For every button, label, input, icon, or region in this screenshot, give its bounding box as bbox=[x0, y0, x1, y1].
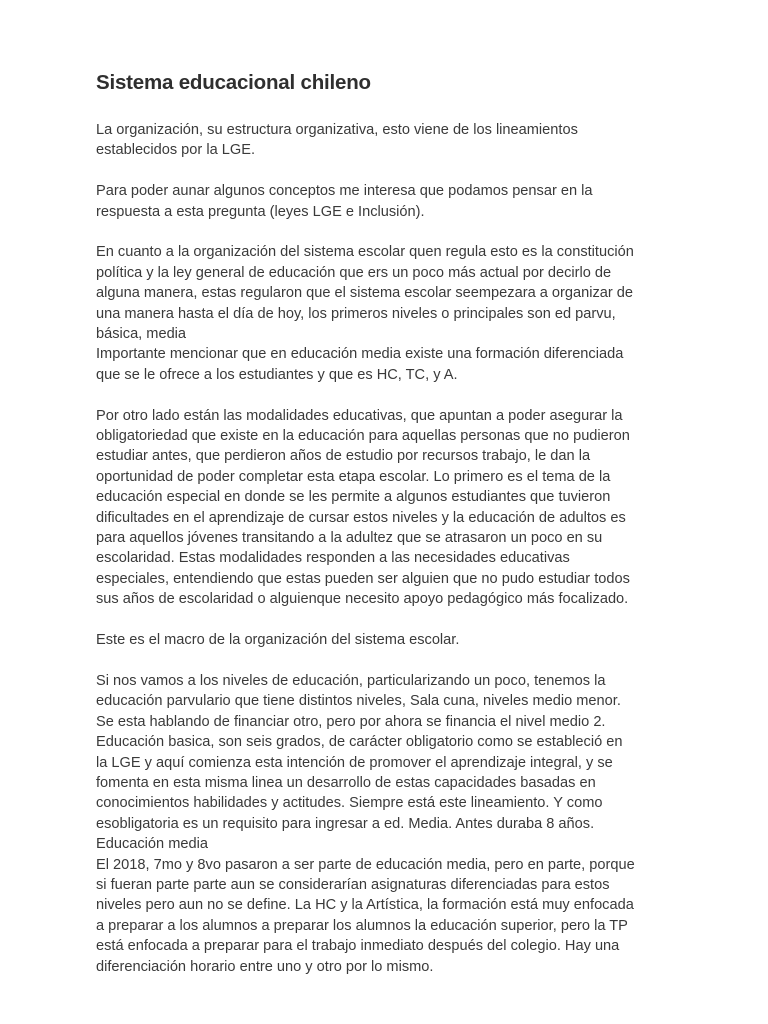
paragraph-macro: Este es el macro de la organización del sistema escolar. bbox=[96, 632, 460, 649]
paragraph-levels: Si nos vamos a los niveles de educación, particularizando un poco, tenemos la educación parvulario que tiene distintos niveles, Sala cuna, niveles medio menor. Se esta hablando de financiar otro, pero por ahora se financia el nivel medio 2. Educación basica, son seis grados, de carácter obligatorio como se estableció en la LGE y aquí comienza esta intención de promover el aprendizaje integral, y se fomenta en esta misma linea un desarrollo de estas capacidades basadas en conocimientos habilidades y actitudes. Siempre está este lineamiento. Y como esobligatoria es un requisito para ingresar a ed. Media. Antes duraba 8 años. Educación media El 2018, 7mo y 8vo pasaron a ser parte de educación media, pero en parte, porque si fueran parte parte aun se considerarían asignaturas diferenciadas para estos niveles pero aun no se define. La HC y la Artística, la formación está muy enfocada a preparar a los alumnos a preparar los alumnos la educación superior, pero la TP está enfocada a preparar para el trabajo inmediato después del colegio. Hay una diferenciación horario entre uno y otro por lo mismo. bbox=[96, 672, 635, 975]
document-page bbox=[96, 66, 696, 997]
paragraph-modalities: Por otro lado están las modalidades educativas, que apuntan a poder asegurar la obligatoriedad que existe en la educación para aquellas personas que no pudieron estudiar antes, que perdieron años de estudio por recursos trabajo, le dan la oportunidad de poder completar esta etapa escolar. Lo primero es el tema de la educación especial en donde se les permite a algunos estudiantes que tuvieron dificultades en el aprendizaje de cursar estos niveles y la educación de adultos es para aquellos jóvenes transitando a la adultez que se atrasaron un poco en su escolaridad. Estas modalidades responden a las necesidades educativas especiales, entendiendo que estas pueden ser alguien que no pudo estudiar todos sus años de escolaridad o alguienque necesito apoyo pedagógico más focalizado. bbox=[96, 407, 630, 608]
paragraph-question: Para poder aunar algunos conceptos me interesa que podamos pensar en la respuesta a esta pregunta (leyes LGE e Inclusión). bbox=[96, 183, 593, 220]
paragraph-intro: La organización, su estructura organizativa, esto viene de los lineamientos establecidos por la LGE. bbox=[96, 122, 578, 159]
paragraph-organization: En cuanto a la organización del sistema escolar quen regula esto es la constitución política y la ley general de educación que ers un poco más actual por decirlo de alguna manera, estas regularon que el sistema escolar seempezara a organizar de una manera hasta el día de hoy, los primeros niveles o principales son ed parvu, básica, media Importante mencionar que en educación media existe una formación diferenciada que se le ofrece a los estudiantes y que es HC, TC, y A. bbox=[96, 244, 634, 383]
document-title: Sistema educacional chileno bbox=[96, 71, 371, 94]
